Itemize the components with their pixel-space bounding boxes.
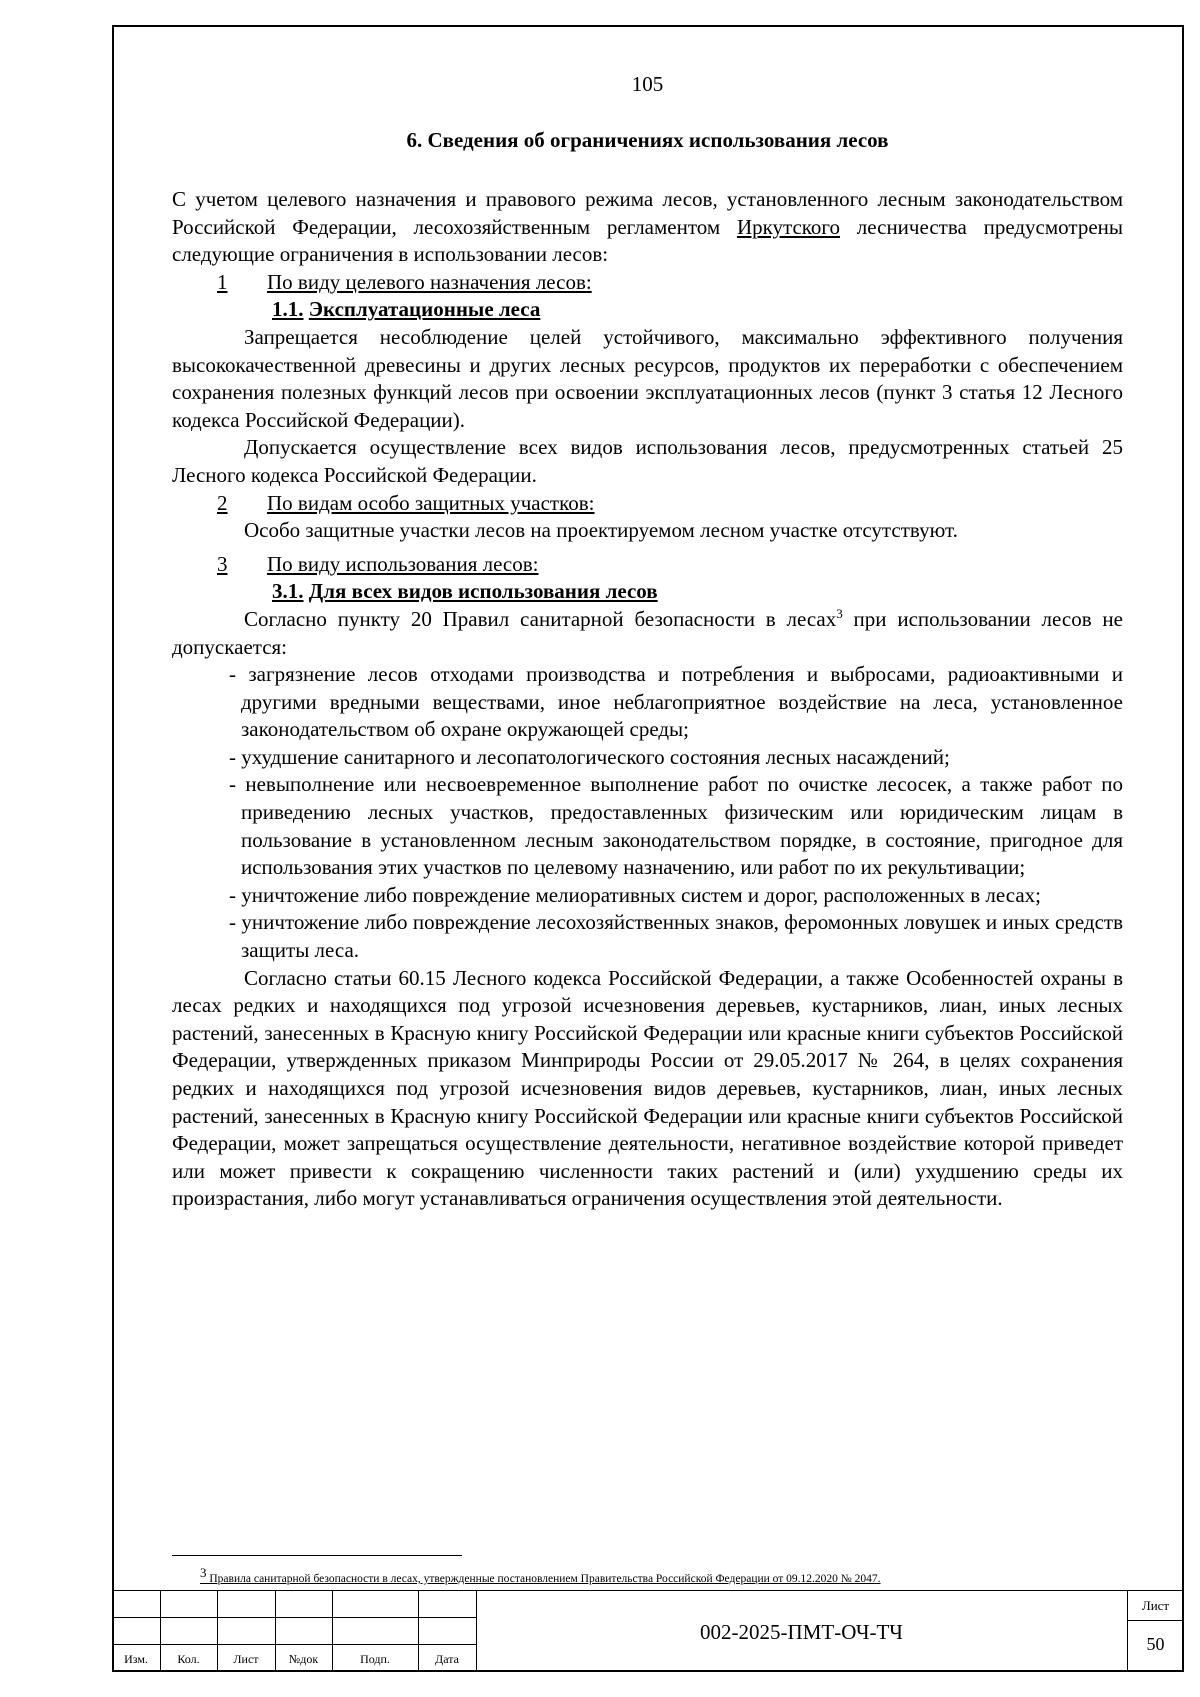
- subsection-3-1-heading: 3.1. Для всех видов использования лесов: [272, 579, 658, 604]
- page-number: 105: [631, 72, 664, 96]
- list-item: - загрязнение лесов отходами производства и потребления и выбросами, радиоактивными и другими вредными веществами, иное неблагоприятное воздействие на леса, установленное законодательством об охране окружающей среды;: [229, 662, 1123, 742]
- forestry-link: Иркутского: [736, 214, 840, 239]
- stamp-label-ndok: №док: [288, 1652, 319, 1666]
- section-2-text: Особо защитные участки лесов на проектируемом лесном участке отсутствуют.: [244, 518, 958, 543]
- stamp-label-podp: Подп.: [360, 1652, 390, 1666]
- footnote-ref: 3: [836, 605, 843, 621]
- restrictions-list: [172, 661, 1123, 965]
- paragraph-1-1-a: Запрещается несоблюдение целей устойчивого, максимально эффективного получения высококачественной древесины и других лесных ресурсов, продуктов их переработки с обеспечением сохранения полезных функций лесов при освоении эксплуатационных лесов (пункт 3 статья 12 Лесного кодекса Российской Федерации).: [172, 324, 1123, 432]
- title-block: [112, 1590, 1184, 1672]
- footnote-separator: [172, 1555, 462, 1556]
- stamp-label-izm: Изм.: [124, 1652, 148, 1666]
- document-code: 002-2025-ПМТ-ОЧ-ТЧ: [700, 1620, 903, 1644]
- footnote: $^3$ Правила санитарной безопасности в лесах, утвержденные постановлением Правительства Российской Федерации от 09.12.2020 № 2047.: [200, 1565, 881, 1585]
- stamp-label-kol: Кол.: [177, 1652, 200, 1666]
- list-item: - уничтожение либо повреждение лесохозяйственных знаков, феромонных ловушек и иных средств защиты леса.: [229, 910, 1123, 963]
- section-3-heading: 3 По виду использования лесов:: [217, 551, 539, 576]
- subsection-1-1-heading: 1.1. Эксплуатационные леса: [272, 297, 541, 322]
- paragraph-3-1-b: Согласно статьи 60.15 Лесного кодекса Российской Федерации, а также Особенностей охраны в лесах редких и находящихся под угрозой исчезновения деревьев, кустарников, лиан, иных лесных растений, занесенных в Красную книгу Российской Федерации или красные книги субъектов Российской Федерации, утвержденных приказом Минприроды России от 29.05.2017 № 264, в целях сохранения редких и находящихся под угрозой исчезновения видов деревьев, кустарников, лиан, иных лесных растений, занесенных в Красную книгу Российской Федерации или красные книги субъектов Российской Федерации, может запрещаться осуществление деятельности, негативное воздействие которой приведет или может привести к сокращению численности таких растений и (или) ухудшению среды их произрастания, либо могут устанавливаться ограничения осуществления этой деятельности.: [172, 965, 1123, 1211]
- list-item: - ухудшение санитарного и лесопатологического состояния лесных насаждений;: [229, 744, 950, 769]
- paragraph-1-1-b: Допускается осуществление всех видов использования лесов, предусмотренных статьей 25 Лесного кодекса Российской Федерации.: [172, 435, 1123, 487]
- document-body: [172, 186, 1123, 1213]
- stamp-label-list: Лист: [233, 1652, 259, 1666]
- list-item: - уничтожение либо повреждение мелиоративных систем и дорог, расположенных в лесах;: [229, 882, 1041, 907]
- sheet-label: Лист: [1141, 1598, 1170, 1613]
- intro-paragraph: С учетом целевого назначения и правового режима лесов, установленного лесным законодательством Российской Федерации, лесохозяйственным регламентом Иркутского лесничества предусмотрены следующие ограничения в использовании лесов:: [172, 187, 1123, 267]
- section-1-heading: 1 По виду целевого назначения лесов:: [217, 269, 592, 294]
- section-2-heading: 2 По видам особо защитных участков:: [217, 490, 595, 515]
- section-title: 6. Сведения об ограничениях использования лесов: [406, 128, 889, 152]
- sheet-number: 50: [1146, 1634, 1165, 1654]
- list-item: - невыполнение или несвоевременное выполнение работ по очистке лесосек, а также работ по приведению лесных участков, предоставленных физическим или юридическим лицам в пользование в установленном лесным законодательством порядке, в состояние, пригодное для использования этих участков по целевому назначению, или работ по их рекультивации;: [229, 772, 1123, 880]
- stamp-label-data: Дата: [435, 1652, 459, 1666]
- paragraph-3-1-a: Согласно пункту 20 Правил санитарной безопасности в лесах$^3$ при использовании лесов не допускается:: [172, 605, 1123, 659]
